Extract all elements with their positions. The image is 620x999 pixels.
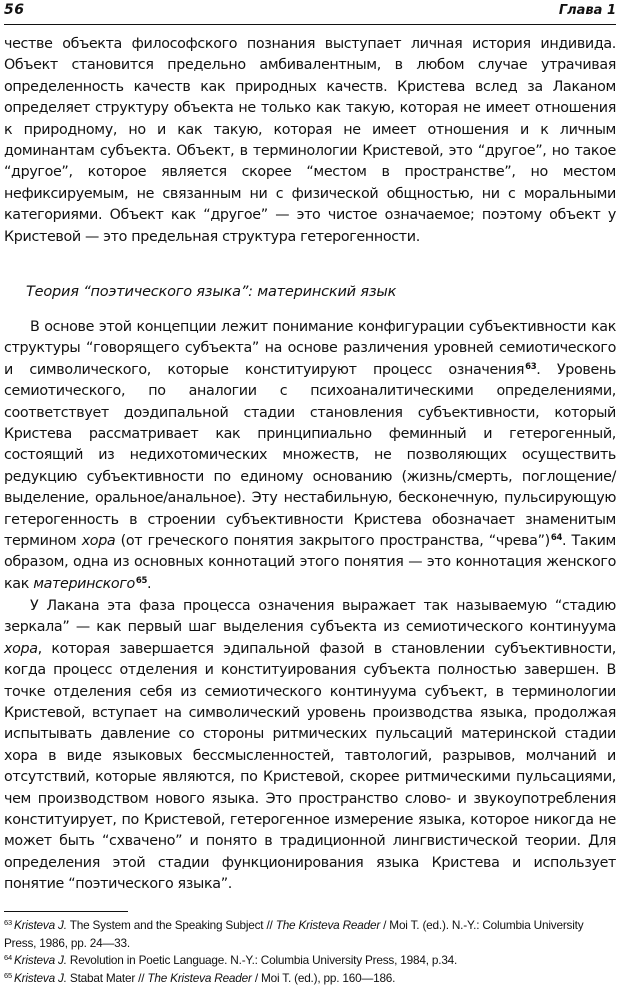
footnote-ref-63: 63 (525, 361, 537, 372)
paragraph-1 (4, 34, 616, 248)
running-head: Глава 1 (558, 3, 616, 18)
footnote-63 (4, 917, 616, 952)
p2-text-2: . Уровень семиотического, по аналогии с психоаналитическими определениями, соответствует доэдипальной стадии становления субъективности, который Кристева рассматривает как принципиально феминный и гетерогенный, состоящий из недихотомических множеств, не позволяющих осуществить редукцию субъективности по единому основанию (жизнь/смерть, поглощение/выделение, оральное/анальное). Эту нестабильную, бесконечную, пульсирующую гетерогенность в строении субъективности Кристева обозначает знаменитым термином (4, 361, 616, 550)
footnote-64 (4, 952, 616, 970)
header-rule (4, 24, 616, 25)
page-header (4, 0, 616, 24)
term-hora-2: хора (4, 640, 38, 657)
footnote-rest: / Moi T. (ed.), pp. 160—186. (254, 970, 396, 985)
term-hora: хора (81, 533, 116, 550)
footnote-source: The Kristeva Reader (275, 918, 381, 932)
footnote-number: 64 (4, 953, 12, 962)
footnote-number: 65 (4, 970, 12, 980)
footnote-number: 63 (4, 918, 12, 927)
paragraph-3-text (4, 596, 616, 896)
footnote-title: Stabat Mater // (69, 970, 145, 985)
footnote-rest: / Moi T. (ed.). N.-Y.: Columbia University Press, 1986, pp. 24—33. (4, 918, 584, 950)
p2-text-5: . (147, 575, 152, 592)
section-heading: Теория “поэтического языка”: материнский язык (26, 284, 397, 300)
footnote-author: Kristeva J. (13, 953, 67, 967)
footnote-author: Kristeva J. (13, 918, 67, 932)
footnote-ref-65: 65 (135, 575, 148, 586)
footnote-title: The System and the Speaking Subject // (69, 918, 273, 932)
footnote-source: The Kristeva Reader (147, 970, 252, 985)
footnote-author: Kristeva J. (13, 970, 67, 985)
page-number: 56 (4, 2, 25, 18)
footnote-rule (4, 911, 128, 912)
paragraph-2 (4, 317, 616, 595)
footnote-65 (4, 970, 616, 988)
footnote-ref-64: 64 (550, 533, 563, 544)
footnote-title: Revolution in Poetic Language. N.-Y.: Columbia University Press, 1984, p.34. (69, 953, 458, 967)
p3-text-2: , которая завершается эдипальной фазой в становлении субъективности, когда процесс отделения и конституирования субъекта полностью завершен. В точке отделения себя из семиотического континуума субъект, в терминологии Кристевой, вступает на символический уровень производства языка, продолжая испытывать давление со стороны ритмических пульсаций материнской стадии хора в виде языковых бессмысленностей, тавтологий, разрывов, молчаний и отсутствий, которые являются, по Кристевой, скорее ритмическими пульсациями, чем производством нового языка. Это пространство слово- и звукоупотребления конституирует, по Кристевой, гетерогенное измерение языка, которое никогда не может быть “схвачено” и понято в традиционной лингвистической теории. Для определения этой стадии функционирования языка Кристева и использует понятие “поэтического языка”. (4, 640, 616, 893)
paragraph-1-text: честве объекта философского познания выступает личная история индивида. Объект становится предельно амбивалентным, в любом случае утрачивая определенность качеств как природных качеств. Кристева вслед за Лаканом определяет структуру объекта не только как такую, которая не имеет отношения к природному, но и как такую, которая не имеет отношения и к личным доминантам субъекта. Объект, в терминологии Кристевой, это “другое”, но такое “другое”, которое является скорее “местом в пространстве”, но местом нефиксируемым, не связанным ни с физической общностью, ни с моральными категориями. Объект как “другое” — это чистое означаемое; поэтому объект у Кристевой — это предельная структура гетерогенности. (4, 36, 616, 245)
p2-text-1: В основе этой концепции лежит понимание конфигурации субъективности как структуры “говорящего субъекта” на основе различения уровней семиотического и символического, которые конституируют процесс означения (4, 319, 616, 378)
paragraph-2-text (4, 317, 616, 595)
p2-text-3: (от греческого понятия закрытого пространства, “чрева”) (120, 533, 550, 550)
p2-text-4: . Таким образом, одна из основных коннотаций этого понятия — это коннотация женского как (4, 533, 616, 592)
paragraph-3 (4, 596, 616, 896)
footnotes (4, 917, 616, 987)
p3-text-1: У Лакана эта фаза процесса означения выражает так называемую “стадию зеркала” — как первый шаг выделения субъекта из семиотического континуума (4, 598, 616, 636)
term-maternal: материнского (33, 575, 135, 592)
